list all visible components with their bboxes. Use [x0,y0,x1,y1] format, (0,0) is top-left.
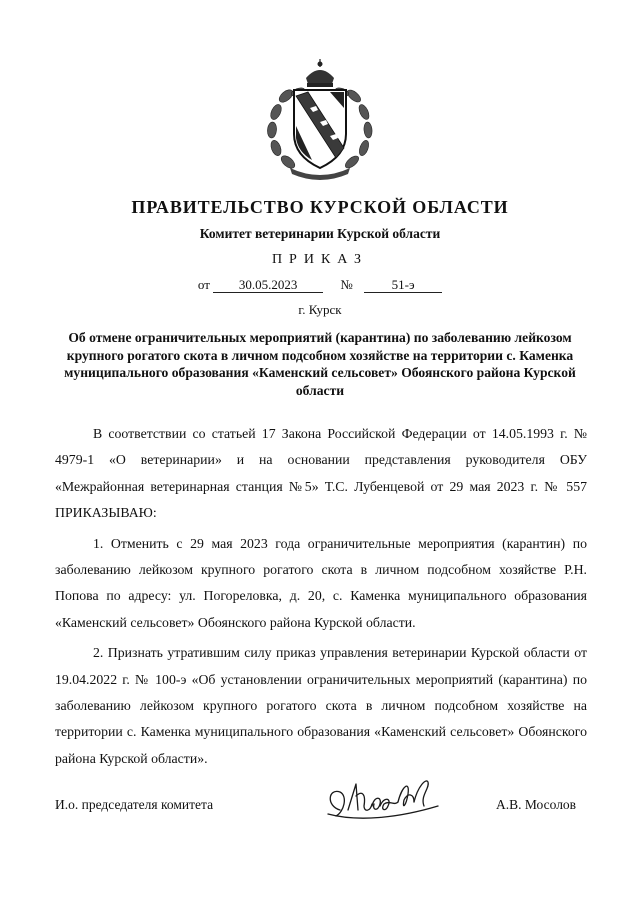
signer-position: И.о. председателя комитета [55,797,214,812]
handwritten-signature-icon [318,766,468,826]
order-item-2: 2. Признать утратившим силу приказ управления ветеринарии Курской области от 19.04.2022 г. № 100-э «Об установлении ограничительных мероприятий (карантина) по заболеванию лейкозом крупного рогатого скота в личном подсобном хозяйстве на территории с. Каменка муниципального образования «Каменский сельсовет» Обоянского района Курской области». [55,645,587,766]
city-line: г. Курск [298,302,342,317]
kursk-coat-of-arms-icon [256,56,384,186]
document-number-line [0,277,640,293]
signer-name: А.В. Мосолов [496,797,577,812]
date-prefix: от [197,277,210,292]
document-date: 30.05.2023 [213,277,323,293]
document-number: 51-э [364,277,442,293]
committee-name: Комитет ветеринарии Курской области [199,226,441,241]
order-subject: Об отмене ограничительных мероприятий (карантина) по заболеванию лейкозом крупного рогатого скота в личном подсобном хозяйстве на территории с. Каменка муниципального образования «Каменский сельсовет» Обоянского района Курской области [64,330,576,398]
document-type: ПРИКАЗ [271,252,369,267]
order-body [55,421,587,772]
preamble-paragraph: В соответствии со статьей 17 Закона Российской Федерации от 14.05.1993 г. № 4979-1 «О ветеринарии» и на основании представления руководителя ОБУ «Межрайонная ветеринарная станция №5» Т.С. Лубенцевой от 29 мая 2023 г. № 557 ПРИКАЗЫВАЮ: [55,426,587,521]
organization-title: ПРАВИТЕЛЬСТВО КУРСКОЙ ОБЛАСТИ [131,197,509,217]
number-sign: № [340,277,353,292]
order-item-1: 1. Отменить с 29 мая 2023 года ограничительные мероприятия (карантин) по заболеванию лейкозом крупного рогатого скота в личном подсобном хозяйстве Р.Н. Попова по адресу: ул. Погореловка, д. 20, с. Каменка муниципального образования «Каменский сельсовет» Обоянского района Курской области. [55,535,587,630]
